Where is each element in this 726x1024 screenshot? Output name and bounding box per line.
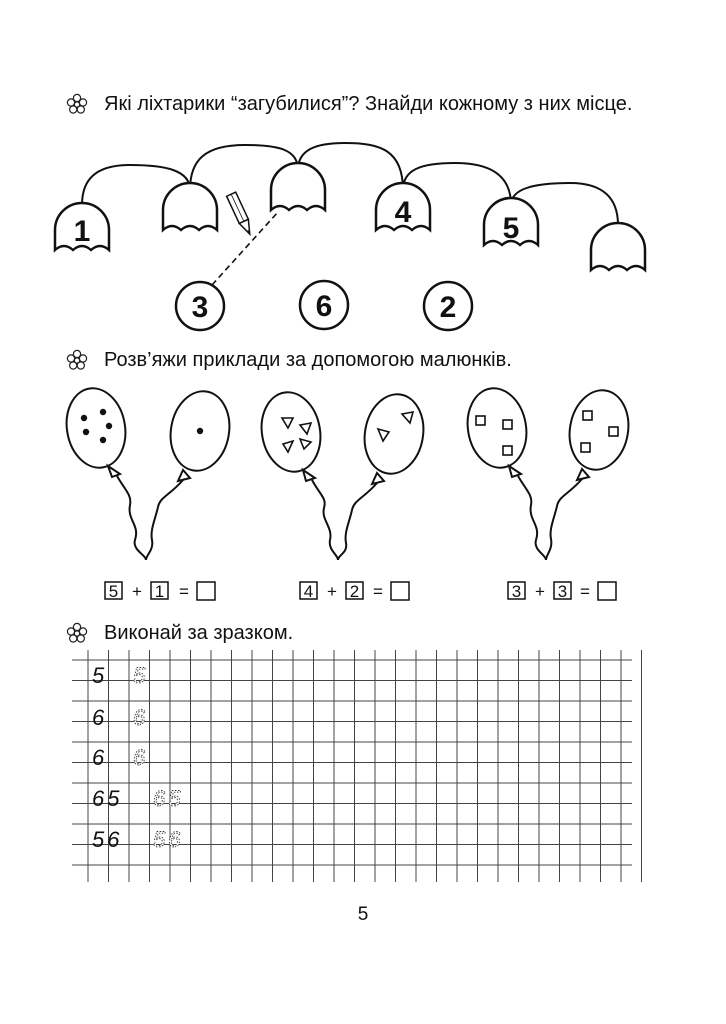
svg-text:6: 6 xyxy=(315,290,333,323)
answer-box[interactable] xyxy=(391,582,409,600)
balloon xyxy=(338,390,430,560)
svg-text:3: 3 xyxy=(557,582,568,601)
svg-text:=: = xyxy=(179,582,189,601)
sample-row-1: 5 xyxy=(92,663,107,688)
trace-row-2: 6 xyxy=(133,705,148,730)
lantern-5-number: 5 xyxy=(502,212,520,245)
lanterns-picture xyxy=(0,140,726,345)
svg-text:3: 3 xyxy=(511,582,522,601)
lantern-4 xyxy=(376,183,430,230)
svg-text:4: 4 xyxy=(303,582,314,601)
number-circle-6 xyxy=(300,281,348,329)
page-number: 5 xyxy=(357,904,369,925)
trace-row-5: 56 xyxy=(153,827,184,852)
svg-text:+: + xyxy=(327,582,337,601)
lantern-3 xyxy=(271,163,325,210)
balloon xyxy=(255,388,338,560)
answer-box[interactable] xyxy=(598,582,616,600)
svg-text:2: 2 xyxy=(349,582,360,601)
sample-row-3: 6 xyxy=(92,745,107,770)
balloon xyxy=(461,384,546,560)
example-3 xyxy=(508,582,616,601)
example-1 xyxy=(105,582,215,601)
task-3-text: Виконай за зразком. xyxy=(104,622,294,644)
svg-text:=: = xyxy=(580,582,590,601)
lantern-4-number: 4 xyxy=(394,196,412,229)
lantern-6 xyxy=(591,223,645,270)
task-2 xyxy=(66,348,666,373)
writing-grid[interactable] xyxy=(0,645,726,885)
balloon xyxy=(146,387,236,560)
task-1-text: Які ліхтарики “загубилися”? Знайди кожному з них місце. xyxy=(104,93,633,115)
svg-text:=: = xyxy=(373,582,383,601)
sample-row-4: 65 xyxy=(92,786,123,811)
flower-icon xyxy=(66,93,88,115)
lantern-1-number: 1 xyxy=(73,215,91,248)
answer-box[interactable] xyxy=(197,582,215,600)
svg-text:1: 1 xyxy=(154,582,165,601)
lantern-2 xyxy=(163,183,217,230)
example-2 xyxy=(300,582,409,601)
number-circle-2 xyxy=(424,282,472,330)
svg-text:5: 5 xyxy=(108,582,119,601)
flower-icon xyxy=(66,349,88,371)
number-circle-3 xyxy=(176,282,224,330)
sample-row-5: 56 xyxy=(92,827,123,852)
trace-row-4: 65 xyxy=(153,786,184,811)
svg-text:2: 2 xyxy=(439,291,457,324)
task-3 xyxy=(66,621,666,646)
balloons-picture xyxy=(0,380,726,610)
trace-row-1: 5 xyxy=(133,663,148,688)
pencil-icon xyxy=(227,192,255,236)
lantern-5 xyxy=(484,198,538,245)
trace-row-3: 6 xyxy=(133,745,148,770)
sample-row-2: 6 xyxy=(92,705,107,730)
lantern-1 xyxy=(55,203,109,250)
task-2-text: Розв’яжи приклади за допомогою малюнків. xyxy=(104,349,512,371)
svg-text:+: + xyxy=(132,582,142,601)
svg-text:+: + xyxy=(535,582,545,601)
task-1 xyxy=(66,92,666,117)
svg-text:3: 3 xyxy=(191,291,209,324)
flower-icon xyxy=(66,622,88,644)
